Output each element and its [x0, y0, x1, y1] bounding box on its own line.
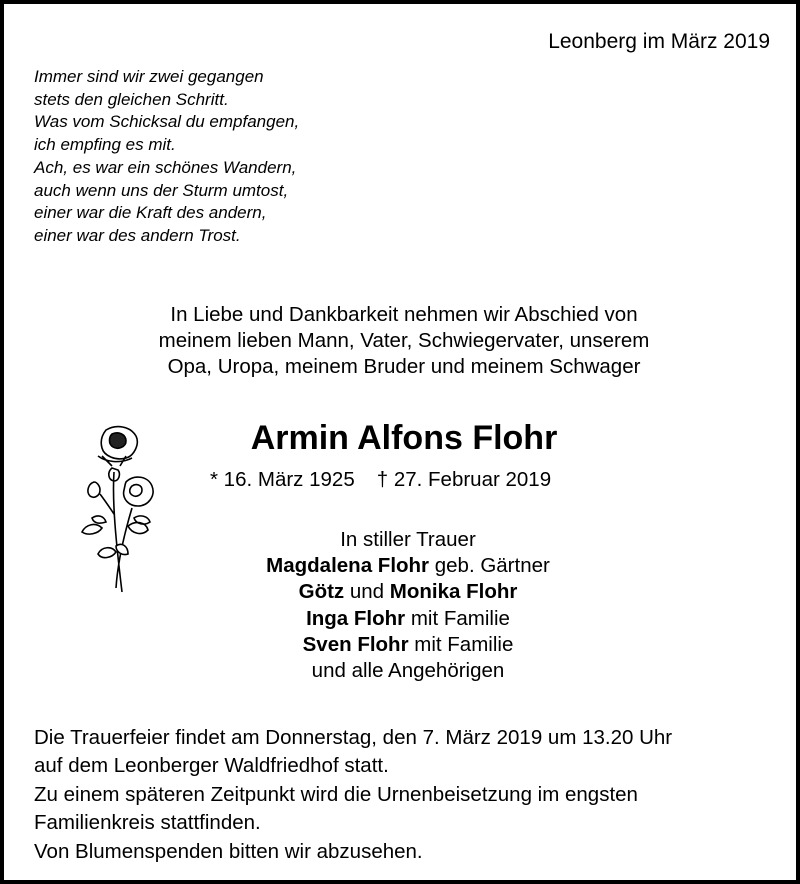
- mourner-suffix: geb. Gärtner: [429, 554, 550, 578]
- birth-date: * 16. März 1925: [210, 468, 355, 491]
- closing-line: Familienkreis stattfinden.: [34, 811, 261, 835]
- closing-text: [34, 724, 672, 866]
- mourner-conjunction: und: [344, 580, 390, 604]
- poem-line: Immer sind wir zwei gegangen: [34, 67, 264, 86]
- mourner-line: und alle Angehörigen: [311, 659, 505, 683]
- mourner-line: [8, 579, 800, 605]
- death-date: † 27. Februar 2019: [376, 468, 552, 491]
- mourner-name: Magdalena Flohr: [266, 554, 430, 578]
- place-date: Leonberg im März 2019: [548, 30, 770, 53]
- closing-line: Die Trauerfeier findet am Donnerstag, den 7. März 2019 um 13.20 Uhr: [34, 726, 673, 749]
- poem-line: einer war die Kraft des andern,: [34, 203, 267, 223]
- mourner-line: [8, 553, 800, 579]
- closing-line: Von Blumenspenden bitten wir abzusehen.: [34, 839, 423, 863]
- poem-line: einer war des andern Trost.: [34, 225, 241, 245]
- closing-line: auf dem Leonberger Waldfriedhof statt.: [34, 754, 389, 778]
- poem-line: auch wenn uns der Sturm umtost,: [34, 180, 289, 200]
- poem: [34, 66, 299, 248]
- poem-line: Was vom Schicksal du empfangen,: [34, 112, 300, 132]
- mourners-heading: In stiller Trauer: [340, 528, 476, 551]
- life-dates: [210, 468, 551, 492]
- deceased-name: Armin Alfons Flohr: [250, 419, 558, 457]
- intro-line: Opa, Uropa, meinem Bruder und meinem Schwager: [167, 355, 641, 378]
- poem-line: stets den gleichen Schritt.: [34, 89, 229, 109]
- mourner-name: Monika Flohr: [389, 580, 518, 604]
- poem-line: Ach, es war ein schönes Wandern,: [34, 157, 297, 177]
- closing-line: Zu einem späteren Zeitpunkt wird die Urnenbeisetzung im engsten: [34, 782, 638, 806]
- mourner-line: [8, 632, 800, 658]
- mourner-suffix: mit Familie: [408, 632, 514, 656]
- mourner-name: Sven Flohr: [302, 632, 409, 656]
- intro-line: In Liebe und Dankbarkeit nehmen wir Abschied von: [170, 303, 638, 326]
- mourners-list: [8, 527, 800, 684]
- mourner-name: Götz: [298, 580, 345, 604]
- mourner-suffix: mit Familie: [405, 606, 510, 630]
- intro-line: meinem lieben Mann, Vater, Schwiegervater, unserem: [158, 329, 650, 352]
- mourner-line: [8, 606, 800, 632]
- mourner-name: Inga Flohr: [306, 606, 406, 630]
- intro-text: [4, 302, 800, 380]
- poem-line: ich empfing es mit.: [34, 135, 176, 155]
